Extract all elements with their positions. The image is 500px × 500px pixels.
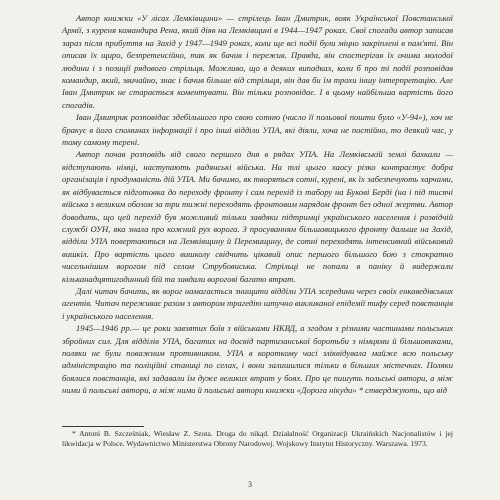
footnote-divider	[62, 426, 144, 427]
footnote: * Antoni B. Szcześniak, Wiesław Z. Szota. Droga do nikąd. Działalność Organizacji Ukraińskich Nacjonalistów i jej likwidacja w Polsce. Wydawnictwo Ministerstwa Obrony Narodowej. Wojskowy Instytut Historyczny. Warszawa. 1973.	[62, 429, 453, 449]
page-number: 3	[248, 480, 252, 489]
paragraph-5: 1945—1946 рр.— це роки завзятих боїв з військами НКВД, а згодом з різними частинами польських збройних сил. Для відділів УПА, багатих на досвід партизанської боротьби з німцями й більшовиками, поляки не були поважним противником. УПА в короткому часі зліквідувала майже всю польську адміністрацію та поліційні станиці по селах, і вони залишилися тільки в більших містечках. Поляки боялися повстанців, які задавали їм дуже великих втрат у боях. Про це пишуть польські автори, а між ними й польські автори, а між ними й польські автори книжки «Дорога нікуди» * стверджують, що від	[62, 323, 453, 396]
paragraph-1: Автор книжки «У лісах Лемківщини» — стрілець Іван Дмитрик, вояк Української Повстанської Армії, з куреня командира Рена, який діяв на Лемківщині в 1944—1947 роках. Свої спогади автор записав зараз після прибуття на Захід у 1947—1949 роках, коли ще всі події були міцно закріплені в пам'яті. Він описав їх щиро, безпретенсійно, так як бачив і пережив. Правда, він спостерігав їх очима молодої людини і з позиції рядового стрільця. Можливо, що в деяких випадках, коли б про ті події розповідав командир, який, звичайно, знає і бачив більше від стрільця, він дав би їм трохи іншу інтерпретацію. Але Іван Дмитрик не старається коментувати. Він тільки розповідає. І в цьому найбільша вартість його спогадів.	[62, 13, 453, 110]
paragraph-2: Іван Дмитрик розповідає здебільшого про свою сотню (число її польової пошти було «У-94»), хоч не бракує в його споминах інформації і про інші відділи УПА, які діяли, хоча не постійно, то деякий час, у тому самому терені.	[62, 112, 453, 148]
paragraph-3: Автор почав розповідь від свого першого дня в рядах УПА. На Лемківській землі бахкали — відступають німці, наступають радянські війська. На тлі цього хаосу різко контрастує добра організація і продуманість дій УПА. Ми бачимо, як творяться сотні, курені, як їх забезпечують харчами, як відбувається підготовка до переходу фронту і сам перехід із табору на Букові Берді (на і під тисячі війська з великим обозом за три тижні переходять фронтовим нарядом фронт без одної жертви. Автор доводить, що цей перехід був можливий тільки завдяки підтримці українського населення і розвідчій службі ОУН, яка знала про кожний рух ворога. З просуванням більшовицького фронту дальше на Захід, відділи УПА повертаються на Лемківщину й Перемищину, де сотні переходять інтенсивний військовий вишкіл. Про вартість цього вишколу свідчить цікавий опис першого більшого бою з стократно чисельнішим ворогом під селом Струбовиська. Стрільці не попали в паніку й видержали кільканадцятигодинний бій та завдали ворогові багато втрат.	[62, 149, 453, 284]
paragraph-4: Далі читач бачить, як ворог намагається знищити відділи УПА зсередини через своїх енкаведівських агентів. Читач переживає разом з автором трагедію штучно викликаної епідемії тифу серед повстанців і українського населення.	[62, 285, 453, 321]
